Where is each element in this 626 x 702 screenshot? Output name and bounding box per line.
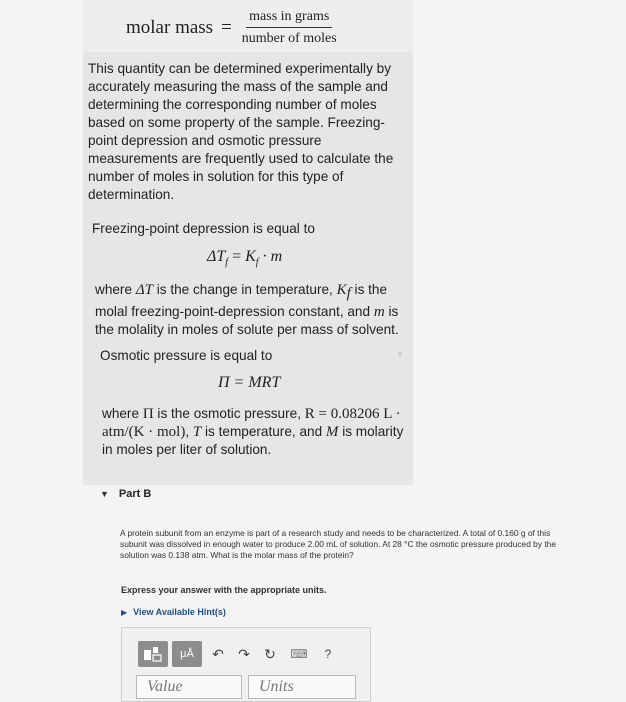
where-m: m xyxy=(373,303,385,320)
freezing-heading: Freezing-point depression is equal to xyxy=(92,221,315,236)
templates-icon xyxy=(143,646,163,662)
osm-text-2: is the osmotic pressure, xyxy=(153,406,305,421)
mu-angstrom-icon: μÅ xyxy=(180,648,194,660)
part-b-label: Part B xyxy=(118,488,152,500)
help-button[interactable] xyxy=(316,641,340,667)
formula-fraction xyxy=(242,9,337,47)
where-text-3: is the molal freezing-point-depression constant, and xyxy=(95,282,388,319)
osm-t: T xyxy=(192,424,202,440)
help-icon: ? xyxy=(324,647,332,661)
undo-button[interactable] xyxy=(206,641,230,667)
formula-numerator: mass in grams xyxy=(246,9,332,28)
keyboard-button[interactable] xyxy=(284,641,314,667)
osmotic-equation: Π = MRT xyxy=(218,374,281,391)
freezing-where xyxy=(95,281,410,339)
answer-toolbar xyxy=(138,639,342,669)
eq-delta-t-sub: f xyxy=(225,257,229,269)
redo-icon: ↷ xyxy=(238,645,250,662)
reset-button[interactable] xyxy=(258,641,282,667)
where-delta-t: ΔT xyxy=(135,282,153,298)
part-b-toggle[interactable] xyxy=(100,488,151,500)
intro-paragraph: This quantity can be determined experimentally by accurately measuring the mass of the sample and determining the corresponding number of moles based on some property of the sample. Freezing-point depression and osmotic pressure measurements are frequently used to calculate the number of moles in solution for this type of determination. xyxy=(88,61,394,202)
redo-button[interactable] xyxy=(232,641,256,667)
eq-k-sub: f xyxy=(255,257,259,269)
osmotic-where xyxy=(102,405,407,459)
where-text-4: is the molality in moles of solute per mass of solvent. xyxy=(95,303,399,337)
collapse-triangle-icon: ▼ xyxy=(100,489,109,499)
reset-icon: ↻ xyxy=(264,645,276,662)
keyboard-icon: ⌨ xyxy=(290,647,308,661)
formula-lhs: molar mass xyxy=(126,17,214,38)
freezing-equation xyxy=(207,248,282,268)
eq-k: K xyxy=(245,248,256,265)
molar-mass-formula xyxy=(126,6,337,50)
osm-text-3: , xyxy=(185,424,193,439)
where-k-sub: f xyxy=(346,285,351,302)
osm-text-5: is molarity in moles per liter of solution. xyxy=(102,424,404,457)
osm-m: M xyxy=(325,424,339,440)
units-input[interactable] xyxy=(248,675,356,699)
view-hints-link[interactable] xyxy=(121,607,226,617)
osm-pi: Π xyxy=(142,406,154,422)
part-b-question: A protein subunit from an enzyme is part of a research study and needs to be characterized. A total of 0.160 g of this subunit was dissolved in enough water to produce 2.00 mL of solution. At 28 °C the osmotic pressure produced by the solution was 0.138 atm. What is the molar mass of the protein? xyxy=(120,528,557,560)
where-text-1: where xyxy=(95,282,136,297)
scroll-marker xyxy=(398,352,402,356)
value-input[interactable] xyxy=(136,675,242,699)
view-hints-label: View Available Hint(s) xyxy=(133,607,226,617)
eq-equals: = xyxy=(228,248,246,265)
expand-triangle-icon: ▶ xyxy=(121,607,128,617)
where-k: K xyxy=(336,282,347,298)
osm-r-value: R = 0.08206 L · atm/(K · mol) xyxy=(102,406,401,440)
where-text-2: is the change in temperature, xyxy=(152,282,337,297)
answer-instruction: Express your answer with the appropriate units. xyxy=(121,585,327,595)
osm-text-4: is temperature, and xyxy=(201,424,326,439)
formula-denominator: number of moles xyxy=(241,31,337,46)
formula-equals: = xyxy=(221,17,232,38)
units-button[interactable] xyxy=(172,641,202,667)
osm-text-1: where xyxy=(102,406,143,421)
eq-delta-t: ΔT xyxy=(207,248,226,265)
templates-button[interactable] xyxy=(138,641,168,667)
eq-rest: · m xyxy=(258,248,283,265)
osmotic-heading: Osmotic pressure is equal to xyxy=(100,348,273,363)
undo-icon: ↶ xyxy=(212,645,224,662)
